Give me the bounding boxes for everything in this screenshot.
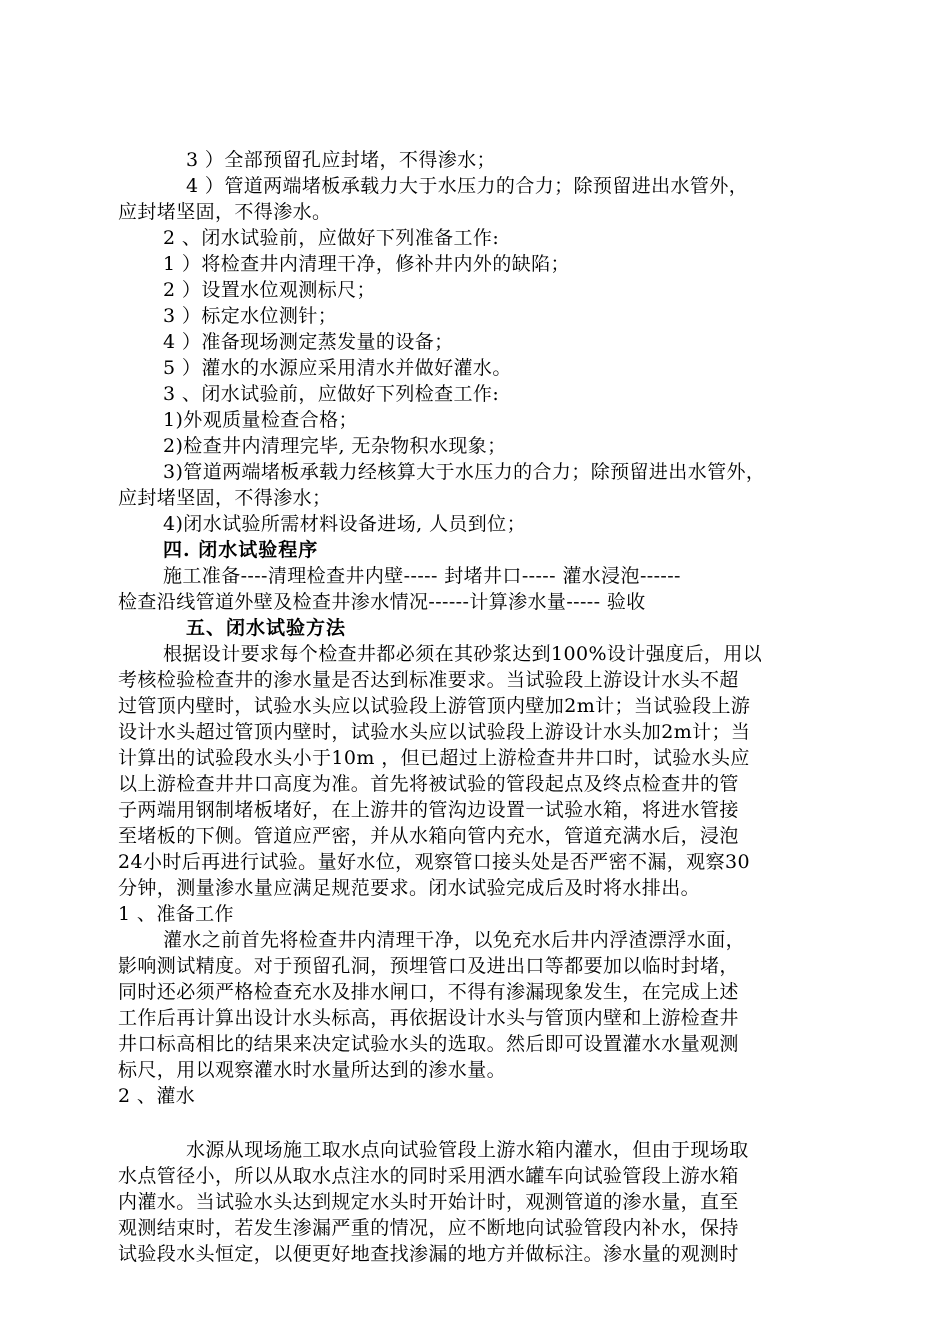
text-line: 1 ）将检查井内清理干净，修补井内外的缺陷； — [163, 253, 570, 275]
subsection-heading: 2 、灌水 — [118, 1085, 196, 1107]
text-line: 2 ）设置水位观测标尺； — [163, 279, 376, 301]
text-line: 2)检查井内清理完毕, 无杂物积水现象； — [163, 435, 507, 457]
text-line: 2 、闭水试验前，应做好下列准备工作: — [163, 227, 500, 249]
text-line: 3)管道两端堵板承载力经核算大于水压力的合力；除预留进出水管外， — [163, 461, 766, 483]
text-line: 以上游检查井井口高度为准。首先将被试验的管段起点及终点检查井的管 — [118, 773, 739, 795]
text-line: 观测结束时，若发生渗漏严重的情况，应不断地向试验管段内补水，保持 — [118, 1217, 739, 1239]
text-line: 考核检验检查井的渗水量是否达到标准要求。当试验段上游设计水头不超 — [118, 669, 739, 691]
text-line: 灌水之前首先将检查井内清理干净，以免充水后井内浮渣漂浮水面， — [163, 929, 746, 951]
section-heading: 四. 闭水试验程序 — [163, 539, 319, 561]
text-line: 应封堵坚固，不得渗水。 — [118, 201, 332, 223]
text-line: 内灌水。当试验水头达到规定水头时开始计时，观测管道的渗水量，直至 — [118, 1191, 739, 1213]
text-line: 检查沿线管道外壁及检查井渗水情况------计算渗水量----- 验收 — [118, 591, 646, 613]
text-line: 标尺，用以观察灌水时水量所达到的渗水量。 — [118, 1059, 507, 1081]
text-line: 至堵板的下侧。管道应严密，并从水箱向管内充水，管道充满水后，浸泡 — [118, 825, 739, 847]
text-line: 计算出的试验段水头小于10m ，但已超过上游检查井井口时，试验水头应 — [118, 747, 750, 769]
text-line: 4 ）准备现场测定蒸发量的设备； — [163, 331, 454, 353]
text-line: 过管顶内壁时，试验水头应以试验段上游管顶内壁加2m计；当试验段上游 — [118, 695, 751, 717]
text-line: 24小时后再进行试验。量好水位，观察管口接头处是否严密不漏，观察30 — [118, 851, 750, 873]
text-line: 4 ）管道两端堵板承载力大于水压力的合力；除预留进出水管外， — [186, 175, 749, 197]
text-line: 井口标高相比的结果来决定试验水头的选取。然后即可设置灌水水量观测 — [118, 1033, 739, 1055]
subsection-heading: 1 、准备工作 — [118, 903, 234, 925]
text-line: 3 ）全部预留孔应封堵，不得渗水； — [186, 149, 496, 171]
text-line: 3 ）标定水位测针； — [163, 305, 338, 327]
text-line: 影响测试精度。对于预留孔洞，预埋管口及进出口等都要加以临时封堵， — [118, 955, 739, 977]
text-line: 1)外观质量检查合格； — [163, 409, 358, 431]
text-line: 工作后再计算出设计水头标高，再依据设计水头与管顶内壁和上游检查井 — [118, 1007, 739, 1029]
text-line: 水源从现场施工取水点向试验管段上游水箱内灌水，但由于现场取 — [186, 1139, 749, 1161]
section-heading: 五、闭水试验方法 — [186, 617, 347, 639]
text-line: 子两端用钢制堵板堵好，在上游井的管沟边设置一试验水箱，将进水管接 — [118, 799, 739, 821]
text-line: 3 、闭水试验前，应做好下列检查工作: — [163, 383, 500, 405]
text-line: 试验段水头恒定，以便更好地查找渗漏的地方并做标注。渗水量的观测时 — [118, 1243, 739, 1265]
text-line: 4)闭水试验所需材料设备进场, 人员到位； — [163, 513, 526, 535]
text-line: 水点管径小，所以从取水点注水的同时采用洒水罐车向试验管段上游水箱 — [118, 1165, 739, 1187]
text-line: 根据设计要求每个检查井都必须在其砂浆达到100%设计强度后，用以 — [163, 643, 763, 665]
text-line: 施工准备----清理检查井内壁----- 封堵井口----- 灌水浸泡------ — [163, 565, 681, 587]
text-line: 分钟，测量渗水量应满足规范要求。闭水试验完成后及时将水排出。 — [118, 877, 701, 899]
text-line: 同时还必须严格检查充水及排水闸口，不得有渗漏现象发生，在完成上述 — [118, 981, 739, 1003]
text-line: 设计水头超过管顶内壁时，试验水头应以试验段上游设计水头加2m计；当 — [118, 721, 751, 743]
text-line: 应封堵坚固，不得渗水； — [118, 487, 332, 509]
text-line: 5 ）灌水的水源应采用清水并做好灌水。 — [163, 357, 512, 379]
